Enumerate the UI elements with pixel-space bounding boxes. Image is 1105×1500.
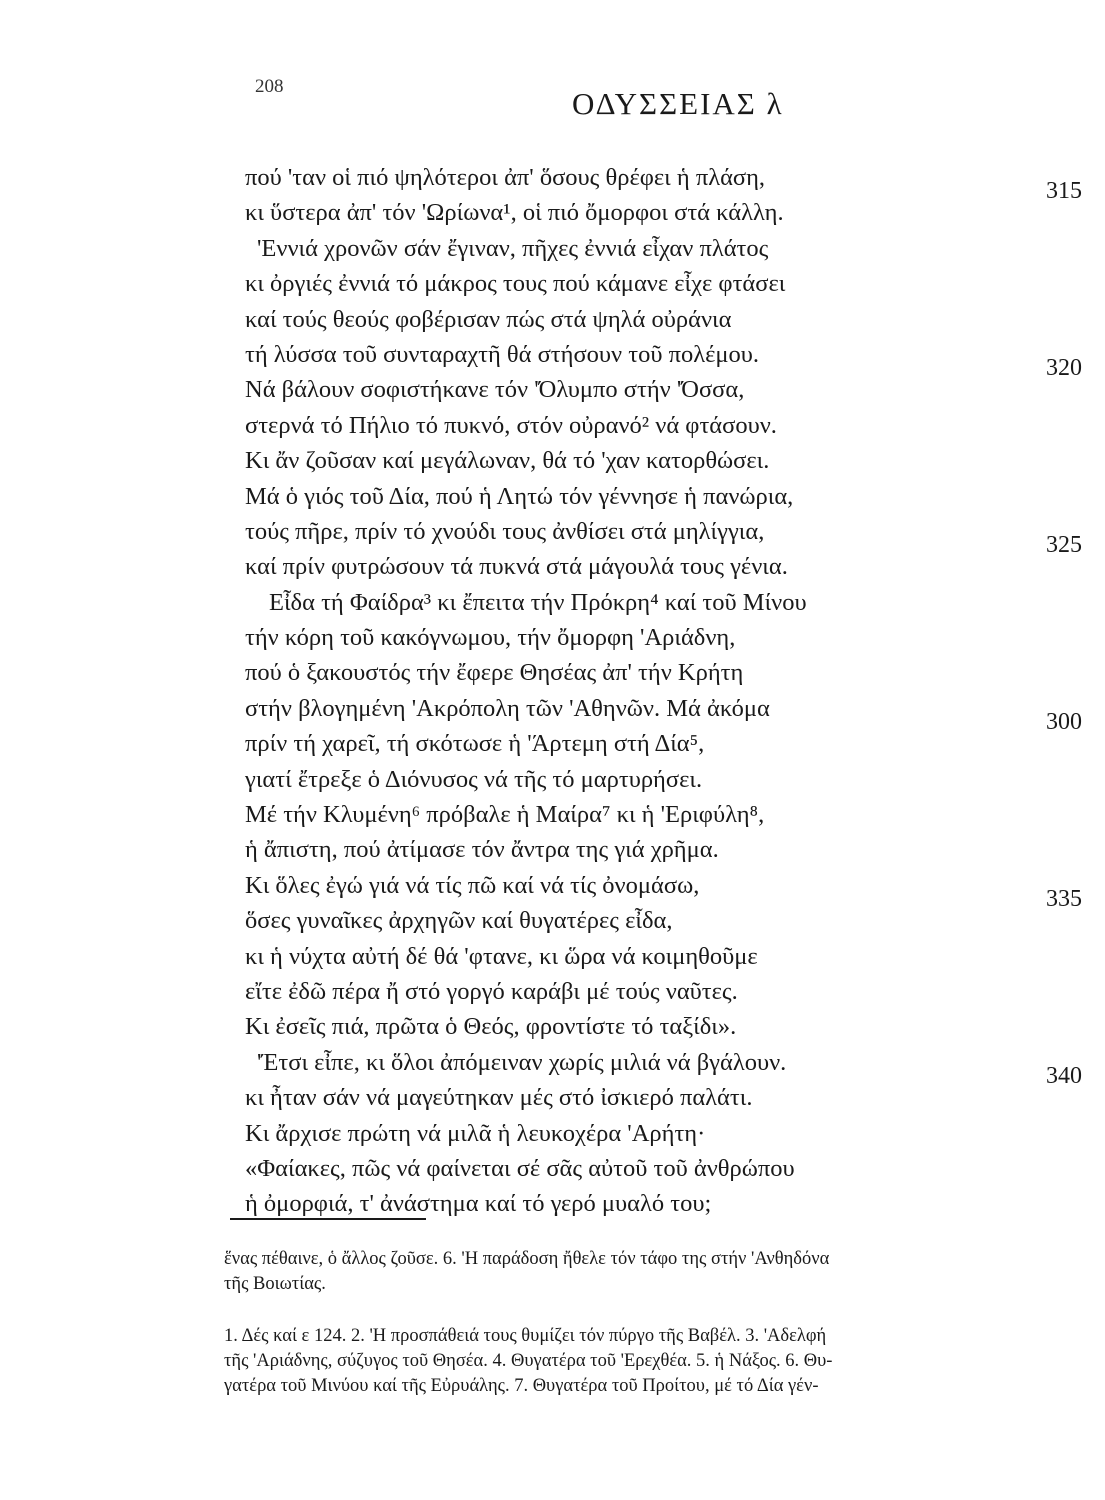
verse-line — [245, 939, 975, 974]
verse-line — [245, 655, 975, 690]
verse-line — [245, 1045, 1082, 1089]
verse-line — [245, 1080, 975, 1115]
verse-line — [245, 868, 1082, 912]
verse-text: τή λύσσα τοῦ συνταραχτῆ θά στήσουν τοῦ πολέμου. — [245, 340, 760, 368]
verse-text: Μά ὁ γιός τοῦ Δία, πού ἡ Λητώ τόν γέννησε ἡ πανώρια, — [245, 482, 794, 510]
verse-text: 'Έτσι εἶπε, κι ὅλοι ἀπόμειναν χωρίς μιλιά νά βγάλουν. — [257, 1048, 787, 1076]
verse-line — [245, 302, 975, 337]
verse-text: τούς πῆρε, πρίν τό χνούδι τους ἀνθίσει στά μηλίγγια, — [245, 517, 765, 545]
verse-line — [245, 1186, 975, 1221]
footnote-line: 1. Δές καί ε 124. 2. 'Η προσπάθειά τους θυμίζει τόν πύργο τῆς Βαβέλ. 3. 'Αδελφή — [224, 1326, 827, 1346]
verse-text: «Φαίακες, πῶς νά φαίνεται σέ σᾶς αὐτοῦ τοῦ ἀνθρώπου — [245, 1154, 795, 1182]
poem-body — [245, 160, 1082, 1222]
verse-text: στήν βλογημένη 'Ακρόπολη τῶν 'Αθηνῶν. Μά ἀκόμα — [245, 694, 770, 722]
verse-line — [245, 443, 975, 478]
verse-text: καί πρίν φυτρώσουν τά πυκνά στά μάγουλά τους γένια. — [245, 553, 788, 581]
footnote-line: γατέρα τοῦ Μινύου καί τῆς Εὐρυάλης. 7. Θυγατέρα τοῦ Προίτου, μέ τό Δία γέν- — [224, 1376, 819, 1396]
line-number: 340 — [1046, 1062, 1082, 1089]
verse-text: στερνά τό Πήλιο τό πυκνό, στόν οὐρανό² νά φτάσουν. — [245, 411, 777, 439]
verse-text: κι ἦταν σάν νά μαγεύτηκαν μές στό ἰσκιερό παλάτι. — [245, 1084, 753, 1112]
verse-line — [245, 691, 1082, 735]
verse-line — [245, 231, 975, 266]
verse-text: Κι ὅλες ἐγώ γιά νά τίς πῶ καί νά τίς ὀνομάσω, — [245, 871, 700, 899]
verse-line — [245, 903, 975, 938]
verse-line — [245, 514, 1082, 558]
verse-text: κι ἡ νύχτα αὐτή δέ θά 'φτανε, κι ὥρα νά κοιμηθοῦμε — [245, 942, 758, 970]
verse-line — [245, 620, 975, 655]
footnote-continuation — [224, 1247, 1069, 1297]
verse-text: Κι ἐσεῖς πιά, πρῶτα ὁ Θεός, φροντίστε τό ταξίδι». — [245, 1013, 737, 1041]
verse-text: κι ὕστερα ἀπ' τόν 'Ωρίωνα¹, οἱ πιό ὄμορφοι στά κάλλη. — [245, 199, 784, 227]
line-number: 300 — [1046, 708, 1082, 735]
verse-line — [245, 1151, 975, 1186]
verse-line — [245, 372, 975, 407]
verse-text: πρίν τή χαρεῖ, τή σκότωσε ἡ 'Άρτεμη στή Δία⁵, — [245, 730, 705, 758]
footnote-line: τῆς 'Αριάδνης, σύζυγος τοῦ Θησέα. 4. Θυγατέρα τοῦ 'Ερεχθέα. 5. ἡ Νάξος. 6. Θυ- — [224, 1351, 833, 1371]
verse-line — [245, 974, 975, 1009]
footnote-line: τῆς Βοιωτίας. — [224, 1274, 326, 1294]
verse-line — [245, 160, 1082, 204]
page-number: 208 — [255, 76, 284, 97]
verse-line — [245, 1009, 975, 1044]
line-number: 320 — [1046, 354, 1082, 381]
verse-line — [245, 549, 975, 584]
verse-line — [245, 195, 975, 230]
verse-line — [245, 762, 975, 797]
verse-line — [245, 797, 975, 832]
line-number: 315 — [1046, 178, 1082, 204]
verse-text: Κι ἄρχισε πρώτη νά μιλᾶ ἡ λευκοχέρα 'Αρήτη· — [245, 1119, 706, 1147]
verse-text: Νά βάλουν σοφιστήκανε τόν 'Όλυμπο στήν 'Όσσα, — [245, 376, 745, 404]
verse-text: πού ὁ ξακουστός τήν ἔφερε Θησέας ἀπ' τήν Κρήτη — [245, 659, 744, 687]
verse-line — [245, 585, 975, 620]
running-title: ΟΔΥΣΣΕΙΑΣ λ — [572, 86, 784, 121]
line-number: 335 — [1046, 885, 1082, 912]
verse-text: Κι ἄν ζοῦσαν καί μεγάλωναν, θά τό 'χαν κατορθώσει. — [245, 447, 770, 475]
verse-text: γιατί ἔτρεξε ὁ Διόνυσος νά τῆς τό μαρτυρήσει. — [245, 765, 703, 793]
footnotes — [224, 1324, 1069, 1399]
verse-text: καί τούς θεούς φοβέρισαν πώς στά ψηλά οὐράνια — [245, 305, 732, 333]
verse-text: εἴτε ἐδῶ πέρα ἤ στό γοργό καράβι μέ τούς ναῦτες. — [245, 977, 738, 1005]
verse-text: ὅσες γυναῖκες ἀρχηγῶν καί θυγατέρες εἶδα, — [245, 907, 673, 935]
verse-text: Εἶδα τή Φαίδρα³ κι ἔπειτα τήν Πρόκρη⁴ καί τοῦ Μίνου — [269, 588, 807, 616]
verse-line — [245, 832, 975, 867]
verse-line — [245, 479, 975, 514]
verse-text: ἡ ἄπιστη, πού ἀτίμασε τόν ἄντρα της γιά χρῆμα. — [245, 836, 719, 864]
verse-text: ἡ ὀμορφιά, τ' ἀνάστημα καί τό γερό μυαλό του; — [245, 1190, 712, 1218]
verse-text: πού 'ταν οἱ πιό ψηλότεροι ἀπ' ὅσους θρέφει ἡ πλάση, — [245, 164, 766, 191]
verse-text: κι ὀργιές ἐννιά τό μάκρος τους πού κάμανε εἶχε φτάσει — [245, 270, 786, 298]
verse-line — [245, 408, 975, 443]
verse-line — [245, 337, 1082, 381]
verse-line — [245, 1116, 975, 1151]
verse-line — [245, 266, 975, 301]
verse-text: 'Εννιά χρονῶν σάν ἔγιναν, πῆχες ἐννιά εἶχαν πλάτος — [257, 234, 769, 262]
verse-text: τήν κόρη τοῦ κακόγνωμου, τήν ὄμορφη 'Αριάδνη, — [245, 624, 736, 652]
verse-line — [245, 726, 975, 761]
footnote-line: ἕνας πέθαινε, ὁ ἄλλος ζοῦσε. 6. 'Η παράδοση ἤθελε τόν τάφο της στήν 'Ανθηδόνα — [224, 1249, 830, 1269]
line-number: 325 — [1046, 531, 1082, 558]
verse-text: Μέ τήν Κλυμένη⁶ πρόβαλε ἡ Μαίρα⁷ κι ἡ 'Εριφύλη⁸, — [245, 801, 765, 829]
footnote-divider — [230, 1218, 426, 1220]
